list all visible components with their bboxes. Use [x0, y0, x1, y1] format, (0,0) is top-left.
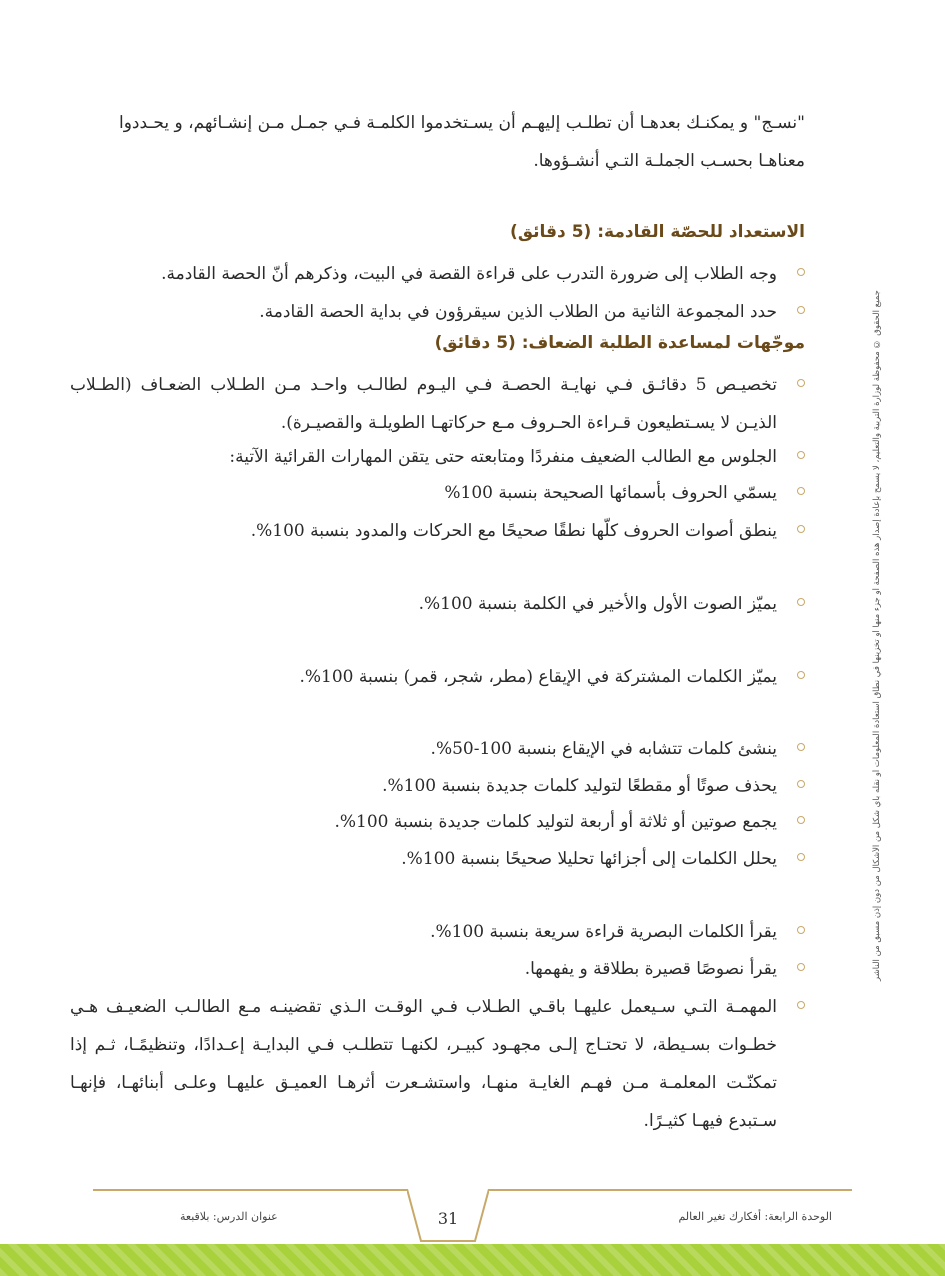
footer-divider-right: [489, 1189, 852, 1191]
list-item: يميّز الصوت الأول والأخير في الكلمة بنسبة 100%.: [70, 585, 805, 623]
bullet-icon: [797, 306, 805, 314]
bullet-icon: [797, 598, 805, 606]
list-item: يحلل الكلمات إلى أجزائها تحليلا صحيحًا بنسبة 100%.: [70, 840, 805, 878]
intro-paragraph: [70, 104, 805, 180]
list-item: المهمـة التـي سـيعمل عليهـا باقـي الطـلاب فـي الوقـت الـذي تقضينـه مـع الطالـب الضعيـف هـي خطـوات بسـيطة، لا تحتـاج إلـى مجهـود كبيـر، لكنهـا تتطلـب فـي البدايـة إعـدادًا، وتنظيمًـا، ثـم إذا تمكنّـت المعلمـة مـن فهـم الغايـة منهـا، واستشـعرت أثرهـا العميـق عليهـا وعلـى أبنائهـا، فإنهـا سـتبدع فيهـا كثيـرًا.: [70, 988, 805, 1140]
copyright-notice: جميع الحقوق © محفوظة لوزارة التربية والتعليم، لا يسمح بإعادة إصدار هذه الصفحة أو جزء منها أو تخزينها في نطاق استعادة المعلومات أو نقله بأي شكل من الأشكال من دون إذن مسبق من الناشر: [872, 290, 882, 981]
list-item: يقرأ نصوصًا قصيرة بطلاقة و يفهمها.: [70, 950, 805, 988]
unit-title: الوحدة الرابعة: أفكارك تغير العالم: [678, 1210, 832, 1223]
bullet-icon: [797, 487, 805, 495]
bullet-icon: [797, 926, 805, 934]
bullet-icon: [797, 963, 805, 971]
list-item: وجه الطلاب إلى ضرورة التدرب على قراءة القصة في البيت، وذكرهم أنّ الحصة القادمة.: [70, 255, 805, 293]
bullet-icon: [797, 451, 805, 459]
bullet-icon: [797, 379, 805, 387]
list-item: الجلوس مع الطالب الضعيف منفردًا ومتابعته حتى يتقن المهارات القرائية الآتية:: [70, 438, 805, 476]
list-item: يميّز الكلمات المشتركة في الإيقاع (مطر، شجر، قمر) بنسبة 100%.: [70, 658, 805, 696]
bullet-icon: [797, 853, 805, 861]
bullet-icon: [797, 268, 805, 276]
list-item: يحذف صوتًا أو مقطعًا لتوليد كلمات جديدة بنسبة 100%.: [70, 767, 805, 805]
lesson-title: عنوان الدرس: بلاقبعة: [180, 1210, 278, 1223]
list-item: حدد المجموعة الثانية من الطلاب الذين سيقرؤون في بداية الحصة القادمة.: [70, 293, 805, 331]
decorative-band: [0, 1244, 945, 1276]
list-item: يسمّي الحروف بأسمائها الصحيحة بنسبة 100%: [70, 474, 805, 512]
section-heading-weak-students: موجّهات لمساعدة الطلبة الضعاف: (5 دقائق): [434, 333, 805, 353]
intro-line-1: "نسـج" و يمكنـك بعدهـا أن تطلـب إليهـم أن يسـتخدموا الكلمـة فـي جمـل مـن إنشـائهم، و يحـددوا: [118, 113, 805, 133]
page-number: 31: [437, 1209, 459, 1228]
section-heading-next-lesson: الاستعداد للحصّة القادمة: (5 دقائق): [510, 222, 805, 242]
list-item: ينشئ كلمات تتشابه في الإيقاع بنسبة 100-50%.: [70, 730, 805, 768]
bullet-icon: [797, 1001, 805, 1009]
bullet-icon: [797, 525, 805, 533]
list-item: ينطق أصوات الحروف كلّها نطقًا صحيحًا مع الحركات والمدود بنسبة 100%.: [70, 512, 805, 550]
list-item: يقرأ الكلمات البصرية قراءة سريعة بنسبة 100%.: [70, 913, 805, 951]
bullet-icon: [797, 671, 805, 679]
bullet-icon: [797, 743, 805, 751]
intro-line-2: معناهـا بحسـب الجملـة التـي أنشـؤوها.: [533, 151, 805, 171]
bullet-icon: [797, 780, 805, 788]
bullet-icon: [797, 816, 805, 824]
list-item: تخصيـص 5 دقائـق فـي نهايـة الحصـة فـي اليـوم لطالـب واحـد مـن الطـلاب الضعـاف (الطـلاب الذيـن لا يسـتطيعون قـراءة الحـروف مـع حركاتهـا الطويلـة والقصيـرة).: [70, 366, 805, 442]
list-item: يجمع صوتين أو ثلاثة أو أربعة لتوليد كلمات جديدة بنسبة 100%.: [70, 803, 805, 841]
footer-divider-left: [93, 1189, 407, 1191]
